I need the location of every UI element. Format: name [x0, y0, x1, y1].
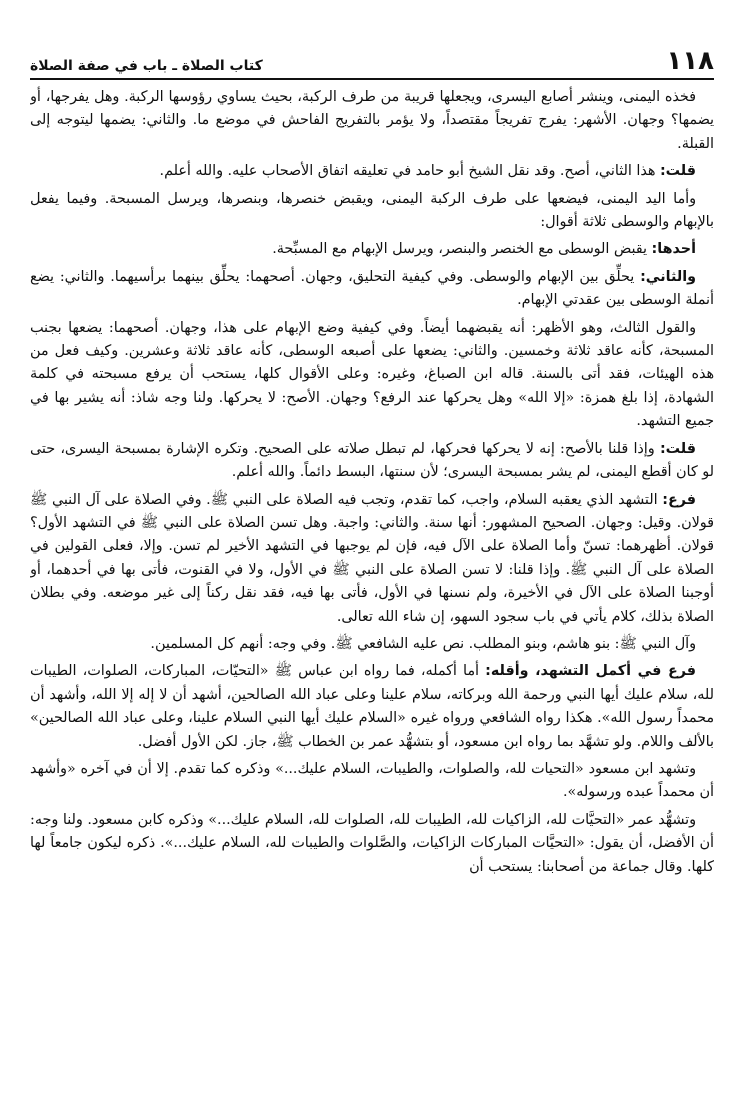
- paragraph: [30, 188, 714, 235]
- paragraph: [30, 758, 714, 805]
- paragraph: [30, 809, 714, 879]
- paragraph-text: يحلِّق بين الإبهام والوسطى. وفي كيفية التحليق، وجهان. أصحهما: يحلِّق بينهما برأسيهما. والثاني: يضع أنملة الوسطى بين عقدتي الإبهام.: [30, 268, 714, 309]
- paragraph-text: يقبض الوسطى مع الخنصر والبنصر، ويرسل الإبهام مع المسبِّحة.: [272, 241, 652, 258]
- paragraph-text: فخذه اليمنى، وينشر أصابع اليسرى، ويجعلها قريبة من طرف الركبة، بحيث يساوي رؤوسها الركبة. وهل يفرجها، أو يضمها؟ وجهان. الأشهر: يفرج تفريجاً مقتصداً، ولا يؤمر بالتفريج الفاحش في موضع ما. والثاني: يضمها ليتوجه إلى القبلة.: [30, 89, 714, 152]
- paragraph-text: وتشهد ابن مسعود «التحيات لله، والصلوات، والطيبات، السلام عليك...» وذكره كما تقدم. إلا أن في آخره «وأشهد أن محمداً عبده ورسوله».: [30, 760, 714, 801]
- page-header: [30, 26, 714, 76]
- page-number: ١١٨: [666, 46, 714, 76]
- paragraph-text: وأما اليد اليمنى، فيضعها على طرف الركبة اليمنى، ويقبض خنصرها، وبنصرها، ويرسل المسبحة. وفيما يفعل بالإبهام والوسطى ثلاثة أقوال:: [30, 190, 714, 231]
- paragraph-lead: قلت:: [659, 163, 696, 180]
- paragraph-lead: والثاني:: [640, 268, 696, 285]
- paragraph-text: وتشهُّد عمر «التحيَّات لله، الزاكيات لله، الطيبات لله، الصلوات لله، السلام عليك...» وذكره كابن مسعود. ولنا وجه: أن الأفضل، أن يقول: «التحيَّات المباركات الزاكيات، والصَّلوات والطيبات لله، السلام عليك...». ذكره ليكون جامعاً لها كلها. وقال جماعة من أصحابنا: يستحب أن: [30, 811, 714, 875]
- paragraph: [30, 317, 714, 434]
- paragraph-lead: فرع:: [662, 491, 696, 508]
- header-rule: [30, 78, 714, 80]
- paragraph: [30, 266, 714, 313]
- paragraph: [30, 438, 714, 485]
- paragraph-text: هذا الثاني، أصح. وقد نقل الشيخ أبو حامد في تعليقه اتفاق الأصحاب عليه. والله أعلم.: [159, 163, 660, 180]
- paragraph: [30, 633, 714, 656]
- running-title: كتاب الصلاة ـ باب في صفة الصلاة: [30, 58, 263, 74]
- paragraph-text: أما أكمله، فما رواه ابن عباس ﷺ «التحيّات، المباركات، الصلوات، الطيبات لله، سلام عليك أيها النبي ورحمة الله وبركاته، سلام علينا وعلى عباد الله الصالحين، أشهد أن لا إله إلا الله، وأشهد أن محمداً رسول الله». هكذا رواه الشافعي ورواه غيره «السلام عليك أيها النبي السلام علينا، وعلى عباد الله الصالحين» بالألف واللام. ولو تشهَّد بما رواه ابن مسعود، أو بتشهُّد عمر بن الخطاب ﷺ، جاز. لكن الأول أفضل.: [30, 663, 714, 750]
- paragraph: [30, 86, 714, 156]
- paragraph: [30, 238, 714, 261]
- paragraph-lead: قلت:: [659, 440, 696, 457]
- paragraph-text: وآل النبي ﷺ: بنو هاشم، وبنو المطلب. نص عليه الشافعي ﷺ. وفي وجه: أنهم كل المسلمين.: [150, 635, 696, 652]
- paragraph-text: التشهد الذي يعقبه السلام، واجب، كما تقدم، وتجب فيه الصلاة على النبي ﷺ. وفي الصلاة على آل النبي ﷺ قولان. وقيل: وجهان. الصحيح المشهور: أنها سنة. والثاني: واجبة. وهل تسن الصلاة على النبي ﷺ في التشهد الأول؟ قولان. أظهرهما: تسنّ وأما الصلاة على الآل فيه، فإن لم يوجبها في التشهد الأخير لم تسن. وإلا، فعلى القولين في الصلاة على آل النبي ﷺ. وإذا قلنا: لا تسن الصلاة على النبي ﷺ في الأول، ولا في القنوت، فأتى بها في أحدهما، أو أوجبنا الصلاة على الآل في الأخيرة، ولم نسنها في الأول، فأتى بها فيه، فقد نقل ركناً إلى غير موضعه. وفي بطلان الصلاة بذلك، كلام يأتي في باب سجود السهو، إن شاء الله تعالى.: [30, 491, 714, 625]
- paragraph: [30, 160, 714, 183]
- page-body: [30, 86, 714, 1096]
- paragraph: [30, 489, 714, 629]
- paragraph-lead: فرع في أكمل التشهد، وأقله:: [485, 663, 696, 680]
- paragraph-lead: أحدها:: [651, 241, 696, 258]
- paragraph-text: وإذا قلنا بالأصح: إنه لا يحركها فحركها، لم تبطل صلاته على الصحيح. وتكره الإشارة بمسبحة اليسرى، حتى لو كان أقطع اليمنى، لم يشر بمسبحة اليسرى؛ لأن سنتها، البسط دائماً. والله أعلم.: [30, 440, 714, 481]
- paragraph: [30, 660, 714, 754]
- paragraph-text: والقول الثالث، وهو الأظهر: أنه يقبضهما أيضاً. وفي كيفية وضع الإبهام على هذا، وجهان. أصحهما: يضعها بجنب المسبحة، كأنه عاقد ثلاثة وخمسين. والثاني: يضعها على أصبعه الوسطى، كأنه عاقد ثلاثة وعشرين. وكيف فعل من هذه الهيئات، فقد أتى بالسنة. قاله ابن الصباغ، وغيره: وعلى الأقوال كلها، يستحب أن يرفع مسبحته في كلمة الشهادة، إذا بلغ همزة: «إلا الله» وهل يحركها عند الرفع؟ وجهان. الأصح: لا يحركها. ولنا وجه شاذ: أنه يشير بها في جميع التشهد.: [30, 319, 714, 430]
